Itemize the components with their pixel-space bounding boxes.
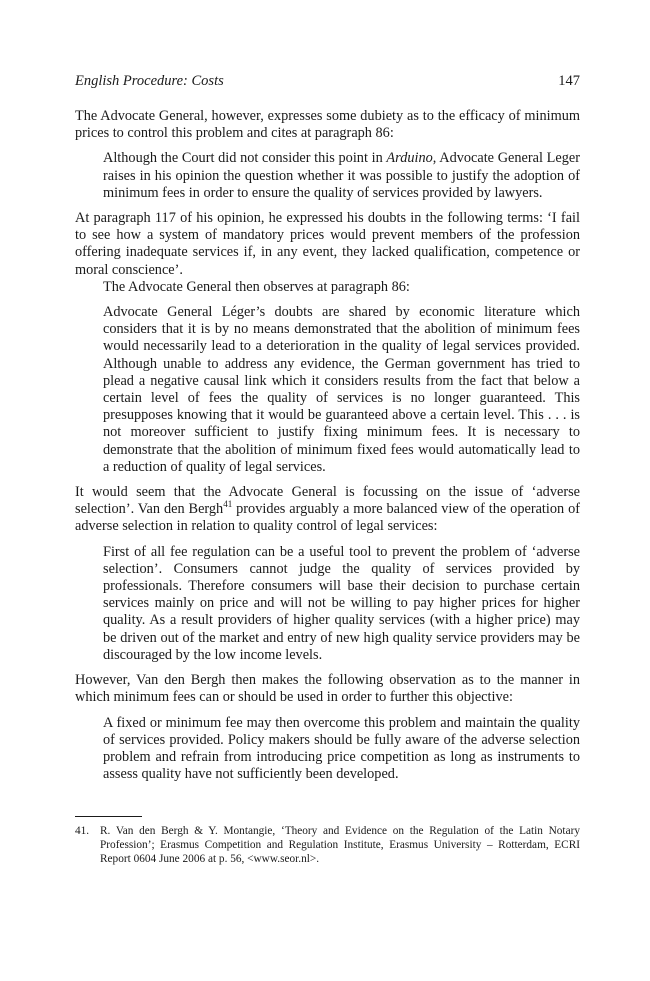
footnote [75, 824, 580, 867]
paragraph [75, 484, 580, 536]
paragraph: The Advocate General, however, expresses some dubiety as to the efficacy of minimum prices to control this problem and cites at paragraph 86: [75, 108, 580, 142]
quote-text: , Advocate General Leger raises in his opinion the question whether it was possible to justify the adoption of minimum fees in order to ensure the quality of services provided by lawyers. [103, 150, 580, 201]
paragraph: At paragraph 117 of his opinion, he expressed his doubts in the following terms: ‘I fail to see how a system of mandatory prices would prevent members of the profession offering inadequate services if, in any event, they lacked qualification, competence or moral conscience’. [75, 210, 580, 278]
footnote-reference: 41 [223, 499, 233, 510]
block-quote: A fixed or minimum fee may then overcome this problem and maintain the quality of services provided. Policy makers should be fully aware of the adverse selection problem and refrain from introducing price competition as long as instruments to assess quality have not sufficiently been developed. [103, 714, 580, 783]
main-text [75, 108, 580, 791]
paragraph: However, Van den Bergh then makes the following observation as to the manner in which minimum fees can or should be used in order to further this objective: [75, 672, 580, 706]
quote-text: Although the Court did not consider this point in [103, 150, 387, 167]
block-quote [103, 150, 580, 202]
footnote-text: R. Van den Bergh & Y. Montangie, ‘Theory and Evidence on the Regulation of the Latin Notary Profession’; Erasmus Competition and Regulation Institute, Erasmus University – Rotterdam, ECRI Report 0604 June 2006 at p. 56, <www.seor.nl>. [100, 825, 580, 866]
case-name: Arduino [386, 150, 433, 167]
paragraph-indented: The Advocate General then observes at paragraph 86: [103, 278, 410, 295]
block-quote: First of all fee regulation can be a useful tool to prevent the problem of ‘adverse selection’. Consumers cannot judge the quality of services provided by professionals. Therefore consumers will base their decision to purchase certain services mainly on price and will not be willing to pay higher prices for higher quality. As a result providers of higher quality services (with a higher price) may be driven out of the market and entry of new high quality service providers may be discouraged by the low income levels. [103, 543, 580, 663]
paragraph-text: provides arguably a more balanced view of the operation of adverse selection in relation to quality control of legal services: [75, 501, 581, 535]
footnote-divider [75, 816, 142, 817]
running-header [75, 73, 580, 90]
block-quote: Advocate General Léger’s doubts are shared by economic literature which considers that it is by no means demonstrated that the abolition of minimum fees would necessarily lead to a deterioration in the quality of legal services provided. Although unable to address any evidence, the German government has tried to plead a negative causal link which it considers results from the fact that below a certain level of fees the quality of services is no longer guaranteed. This presupposes knowing that it would be guaranteed above a certain level. This . . . is not moreover sufficient to justify fixing minimum fees. It is necessary to demonstrate that the abolition of minimum fixed fees would automatically lead to a reduction of quality of legal services. [103, 304, 580, 475]
footnote-number: 41. [75, 825, 90, 837]
page-number: 147 [558, 73, 580, 89]
running-title: English Procedure: Costs [75, 73, 224, 89]
paragraph-text: It would seem that the Advocate General is focussing on the issue of ‘adverse selection’. Van den Bergh [75, 484, 580, 518]
